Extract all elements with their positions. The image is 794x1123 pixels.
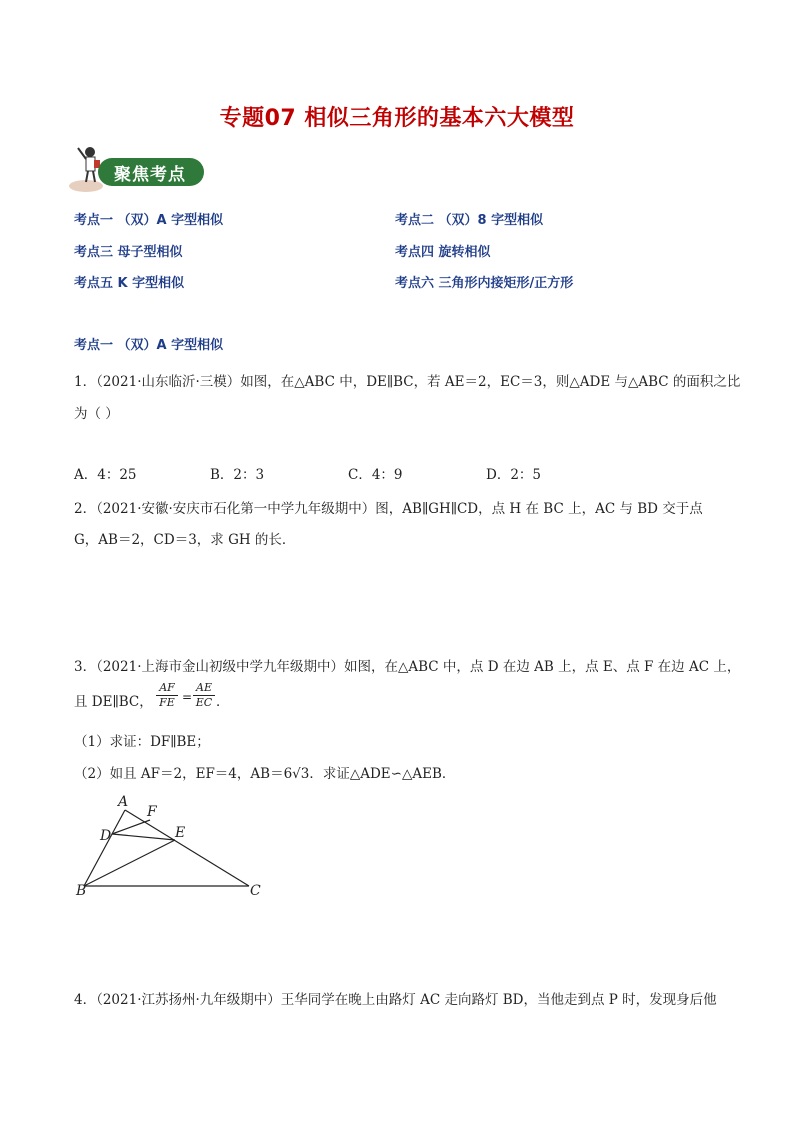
q2-text-line1: 2．（2021·安徽·安庆市石化第一中学九年级期中）图，AB∥GH∥CD，点 H 在 BC 上，AC 与 BD 交于点 xyxy=(74,501,703,517)
q1-option-d: D．2：5 xyxy=(486,467,542,483)
segment-be xyxy=(84,840,175,886)
q3-frac-left-den: FE xyxy=(159,696,175,709)
q1-text-line1: 1．（2021·山东临沂·三模）如图，在△ABC 中，DE∥BC，若 AE＝2，EC＝3，则△ADE 与△ABC 的面积之比 xyxy=(74,374,741,390)
toc-item-5[interactable]: 考点五 K 字型相似 xyxy=(74,276,185,291)
section-heading: 考点一 （双）A 字型相似 xyxy=(74,338,224,353)
q2-text-line2: G，AB＝2，CD＝3，求 GH 的长． xyxy=(74,532,296,548)
q3-text-line2: 且 DE∥BC， xyxy=(74,694,153,710)
focus-banner xyxy=(68,142,204,194)
q1-option-a: A．4：25 xyxy=(74,467,137,483)
q3-fraction-af-fe xyxy=(156,681,178,709)
toc-item-4[interactable]: 考点四 旋转相似 xyxy=(395,245,491,260)
q3-text-line1: 3．（2021·上海市金山初级中学九年级期中）如图，在△ABC 中，点 D 在边 AB 上，点 E、点 F 在边 AC 上， xyxy=(74,659,741,675)
q1-option-b: B．2：3 xyxy=(210,467,265,483)
toc-item-6[interactable]: 考点六 三角形内接矩形/正方形 xyxy=(395,276,574,291)
banner-label: 聚焦考点 xyxy=(114,165,186,185)
q3-period: ． xyxy=(216,694,230,710)
q3-equals-sign: = xyxy=(182,690,193,704)
label-e: E xyxy=(175,825,186,841)
q1-option-c: C．4：9 xyxy=(348,467,403,483)
label-c: C xyxy=(250,883,261,899)
q3-frac-right-den: EC xyxy=(195,696,213,709)
page-title: 专题07 相似三角形的基本六大模型 xyxy=(219,106,575,131)
toc-item-3[interactable]: 考点三 母子型相似 xyxy=(74,245,183,260)
q3-sub-question-2: （2）如且 AF＝2，EF＝4，AB＝6√3．求证△ADE∽△AEB． xyxy=(74,766,456,782)
label-b: B xyxy=(76,883,87,899)
segment-ac xyxy=(125,810,249,886)
triangle-figure xyxy=(74,792,274,902)
label-f: F xyxy=(147,804,157,820)
label-a: A xyxy=(118,794,129,810)
segment-ab xyxy=(84,810,125,886)
q4-text-line1: 4．（2021·江苏扬州·九年级期中）王华同学在晚上由路灯 AC 走向路灯 BD，当他走到点 P 时，发现身后他 xyxy=(74,992,717,1008)
toc-item-1[interactable]: 考点一 （双）A 字型相似 xyxy=(74,213,224,228)
label-d: D xyxy=(100,828,112,844)
q3-sub-question-1: （1）求证：DF∥BE； xyxy=(74,734,210,750)
segment-df xyxy=(112,820,150,834)
q3-frac-left-num: AF xyxy=(159,681,175,694)
q3-frac-right-num: AE xyxy=(196,681,212,694)
q1-text-line2: 为（ ） xyxy=(74,406,119,422)
toc-item-2[interactable]: 考点二 （双）8 字型相似 xyxy=(395,213,544,228)
q3-fraction-ae-ec xyxy=(193,681,215,709)
